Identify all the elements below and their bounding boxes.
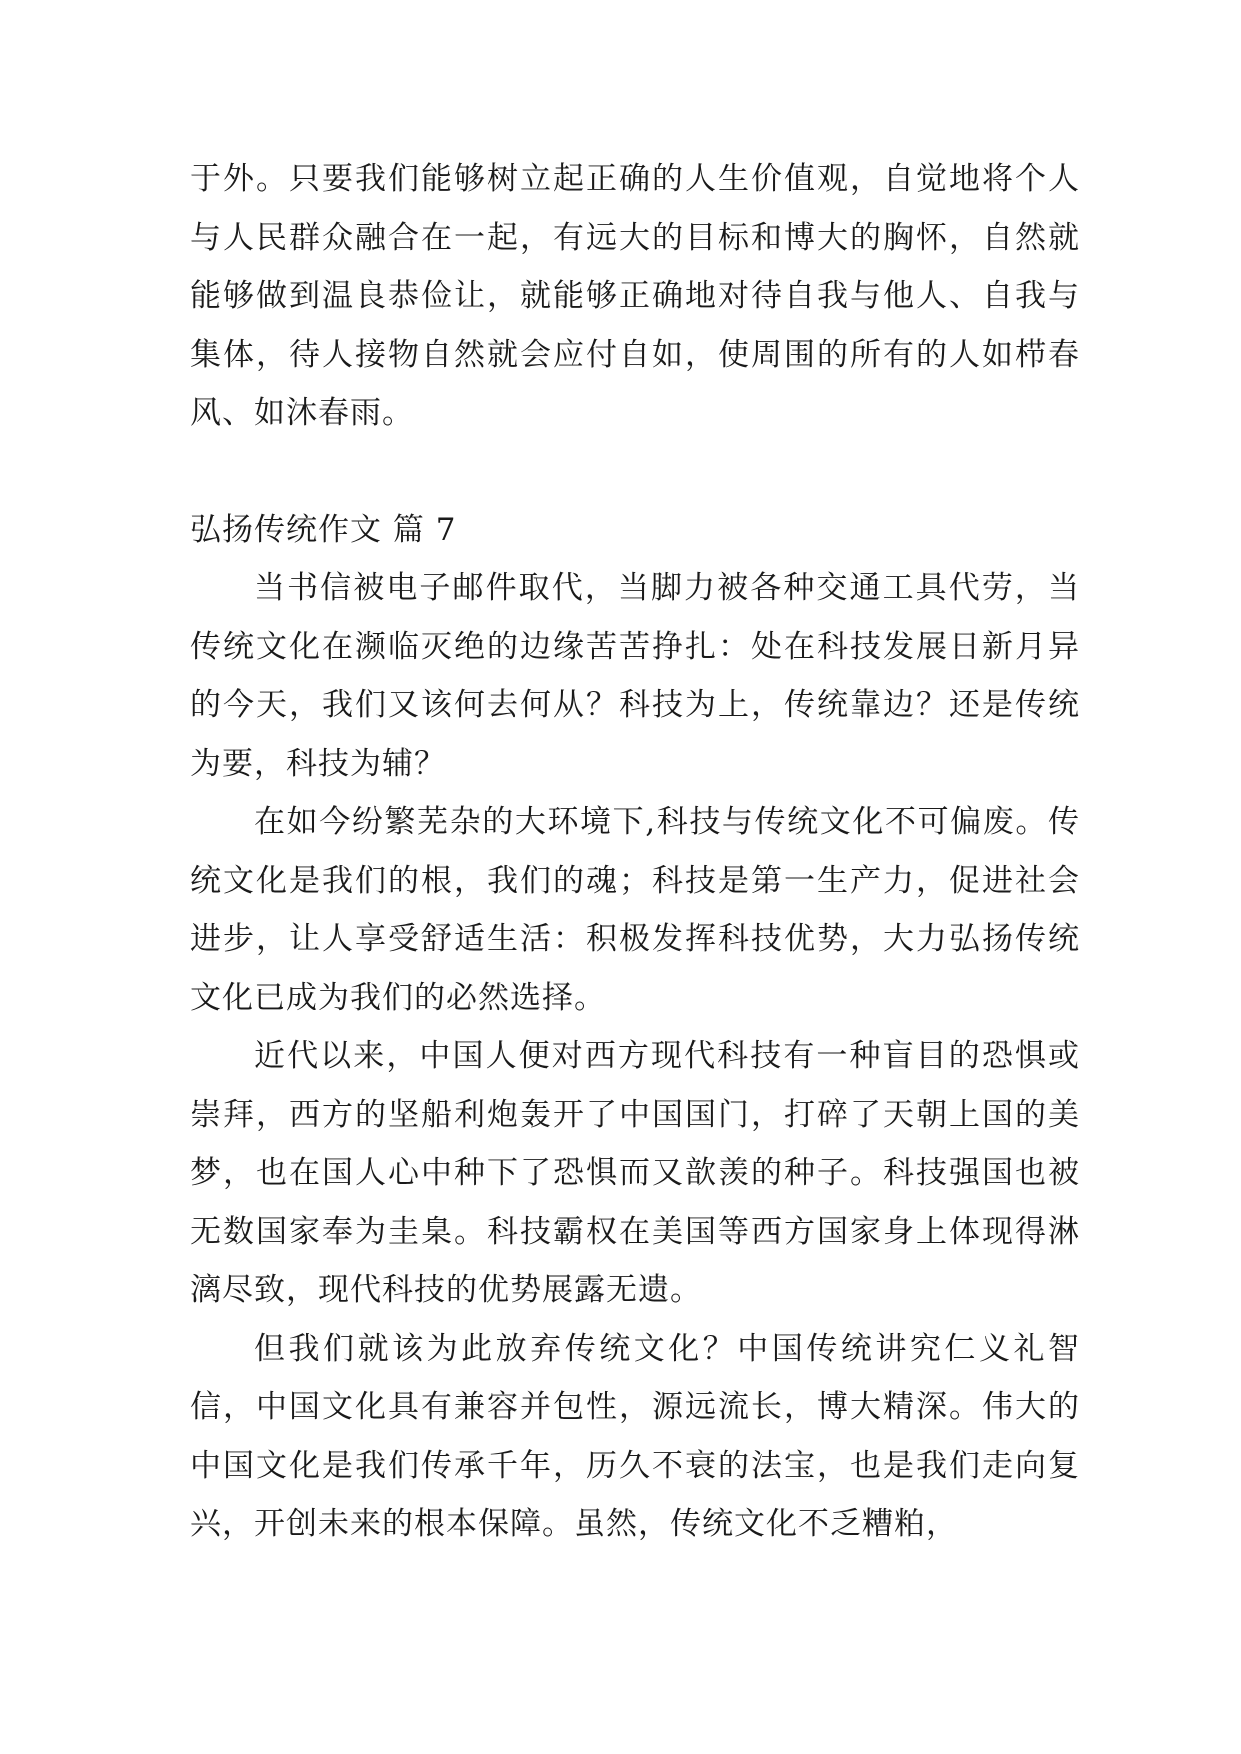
section-heading: 弘扬传统作文 篇 7 [190, 511, 457, 548]
paragraph-3: 近代以来，中国人便对西方现代科技有一种盲目的恐惧或崇拜，西方的坚船利炮轰开了中国国门，打碎了天朝上国的美梦，也在国人心中种下了恐惧而又歆羡的种子。科技强国也被无数国家奉为圭臬。科技霸权在美国等西方国家身上体现得淋漓尽致，现代科技的优势展露无遗。 [190, 1038, 1080, 1308]
paragraph-4: 但我们就该为此放弃传统文化？中国传统讲究仁义礼智信，中国文化具有兼容并包性，源远流长，博大精深。伟大的中国文化是我们传承千年，历久不衰的法宝，也是我们走向复兴，开创未来的根本保障。虽然，传统文化不乏糟粕， [190, 1330, 1080, 1542]
paragraph-2: 在如今纷繁芜杂的大环境下,科技与传统文化不可偏废。传统文化是我们的根，我们的魂；科技是第一生产力，促进社会进步，让人享受舒适生活：积极发挥科技优势，大力弘扬传统文化已成为我们的必然选择。 [190, 804, 1080, 1016]
paragraph-continued: 于外。只要我们能够树立起正确的人生价值观，自觉地将个人与人民群众融合在一起，有远大的目标和博大的胸怀，自然就能够做到温良恭俭让，就能够正确地对待自我与他人、自我与集体，待人接物自然就会应付自如，使周围的所有的人如栉春风、如沐春雨。 [190, 161, 1080, 431]
paragraph-1: 当书信被电子邮件取代，当脚力被各种交通工具代劳，当传统文化在濒临灭绝的边缘苦苦挣扎：处在科技发展日新月异的今天，我们又该何去何从？科技为上，传统靠边？还是传统为要，科技为辅？ [190, 570, 1080, 782]
document-body [190, 150, 1080, 1554]
